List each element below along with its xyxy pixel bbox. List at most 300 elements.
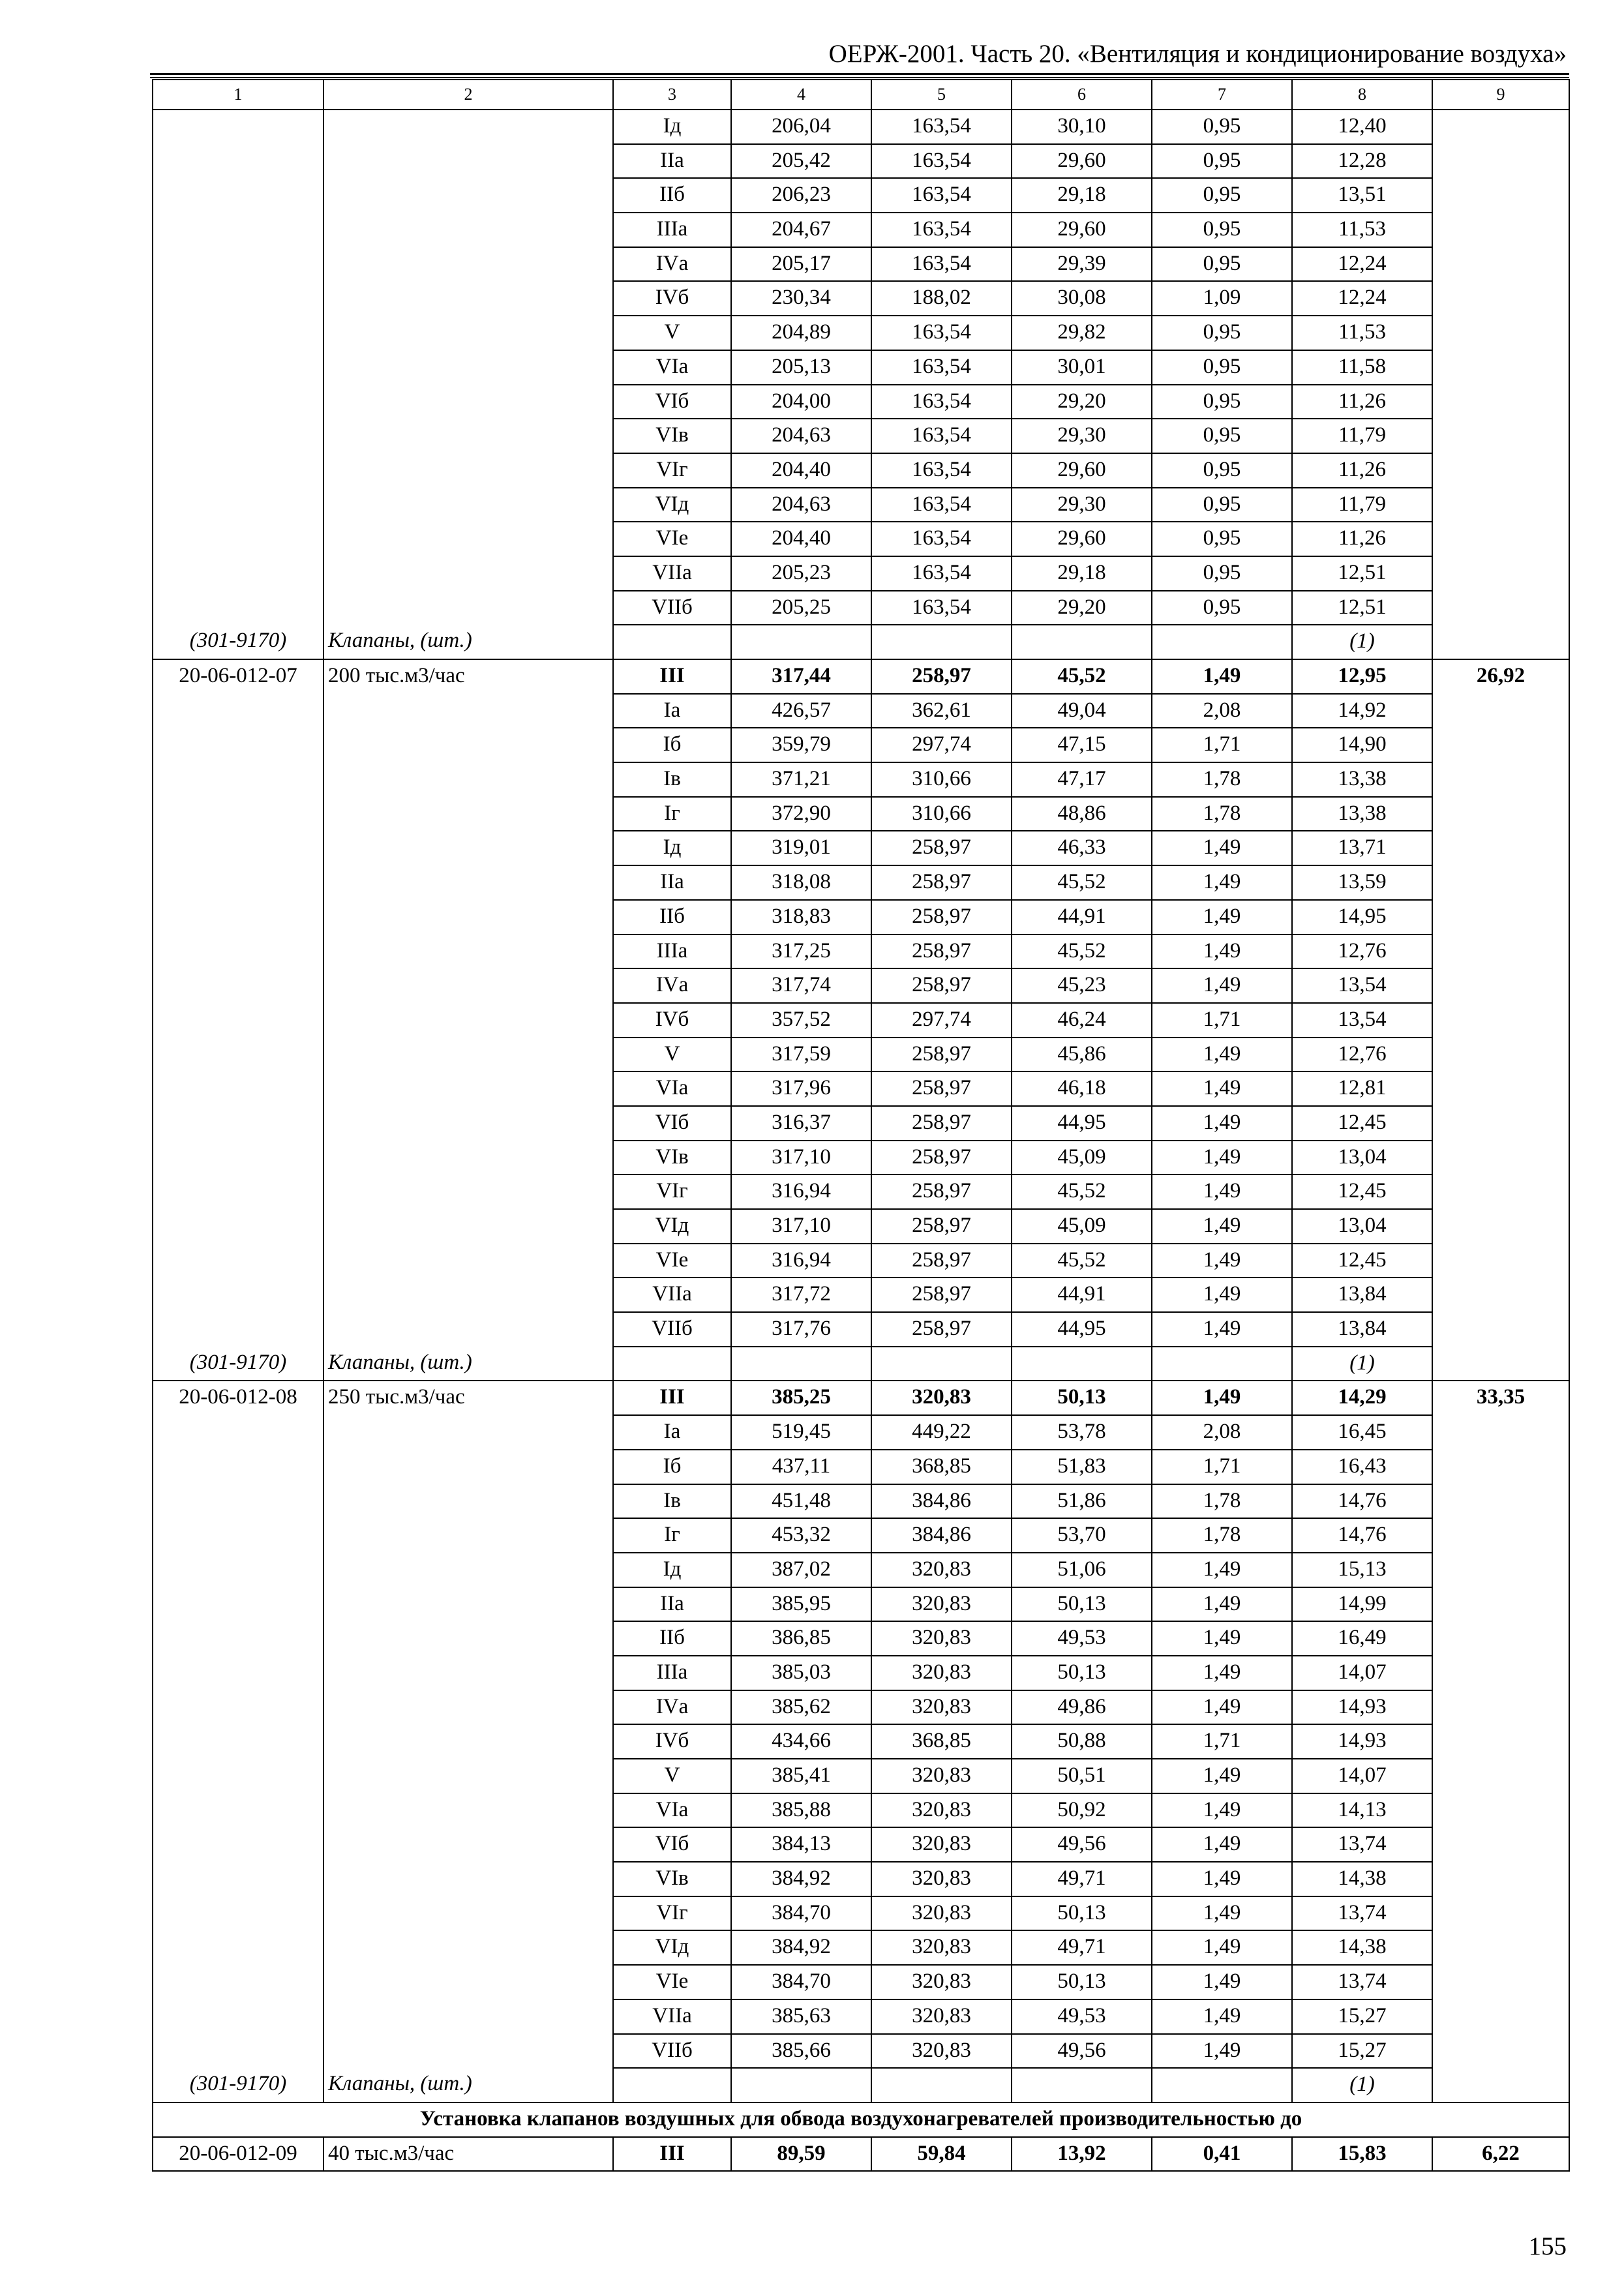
total-cost-cell: 205,42 xyxy=(731,144,871,179)
zone-cell: Iг xyxy=(613,797,731,831)
materials-cell: 13,59 xyxy=(1292,865,1432,900)
machine-cell: 49,04 xyxy=(1012,694,1152,728)
zone-cell: VIв xyxy=(613,419,731,453)
blank-cell xyxy=(613,625,731,659)
machine-cell: 53,70 xyxy=(1012,1518,1152,1553)
blank-cell xyxy=(153,1930,323,1965)
machine-cell: 29,60 xyxy=(1012,144,1152,179)
labor-total-cell: 33,35 xyxy=(1432,1381,1569,1415)
blank-cell xyxy=(323,1656,613,1690)
wage-cell: 449,22 xyxy=(871,1415,1012,1450)
blank-cell xyxy=(153,1278,323,1312)
driver-wage-cell: 1,49 xyxy=(1152,2034,1292,2069)
blank-cell xyxy=(153,488,323,522)
blank-cell xyxy=(1432,831,1569,865)
blank-cell xyxy=(323,178,613,213)
driver-wage-cell: 1,49 xyxy=(1152,1381,1292,1415)
wage-cell: 320,83 xyxy=(871,2034,1012,2069)
driver-wage-cell: 0,95 xyxy=(1152,385,1292,419)
blank-cell xyxy=(323,935,613,969)
blank-cell xyxy=(323,1862,613,1896)
column-number: 8 xyxy=(1292,80,1432,110)
machine-cell: 45,52 xyxy=(1012,1244,1152,1278)
materials-cell: 15,13 xyxy=(1292,1553,1432,1587)
zone-row xyxy=(153,762,1569,797)
zone-row xyxy=(153,797,1569,831)
materials-cell: 15,83 xyxy=(1292,2137,1432,2172)
blank-cell xyxy=(1432,316,1569,350)
driver-wage-cell: 1,49 xyxy=(1152,1759,1292,1793)
wage-cell: 320,83 xyxy=(871,1690,1012,1725)
zone-cell: VIIб xyxy=(613,2034,731,2069)
driver-wage-cell: 1,71 xyxy=(1152,1003,1292,1038)
machine-cell: 51,86 xyxy=(1012,1484,1152,1519)
driver-wage-cell: 1,49 xyxy=(1152,900,1292,935)
zone-cell: IIIа xyxy=(613,935,731,969)
machine-cell: 50,92 xyxy=(1012,1793,1152,1828)
machine-cell: 48,86 xyxy=(1012,797,1152,831)
zone-cell: Iа xyxy=(613,694,731,728)
driver-wage-cell: 1,78 xyxy=(1152,762,1292,797)
machine-cell: 50,88 xyxy=(1012,1724,1152,1759)
materials-cell: 13,84 xyxy=(1292,1278,1432,1312)
total-cost-cell: 204,89 xyxy=(731,316,871,350)
wage-cell: 258,97 xyxy=(871,1244,1012,1278)
wage-cell: 258,97 xyxy=(871,1038,1012,1072)
blank-cell xyxy=(153,1106,323,1141)
zone-cell: Iд xyxy=(613,1553,731,1587)
zone-cell: Iв xyxy=(613,1484,731,1519)
blank-cell xyxy=(323,1003,613,1038)
zone-cell: Iа xyxy=(613,1415,731,1450)
driver-wage-cell: 1,49 xyxy=(1152,831,1292,865)
blank-cell xyxy=(1432,935,1569,969)
wage-cell: 163,54 xyxy=(871,453,1012,488)
materials-cell: 11,26 xyxy=(1292,522,1432,556)
total-cost-cell: 205,17 xyxy=(731,247,871,282)
total-cost-cell: 205,23 xyxy=(731,556,871,591)
blank-cell xyxy=(153,350,323,385)
blank-cell xyxy=(1432,1621,1569,1656)
zone-row xyxy=(153,316,1569,350)
blank-cell xyxy=(1432,522,1569,556)
wage-cell: 320,83 xyxy=(871,1930,1012,1965)
zone-row xyxy=(153,178,1569,213)
rate-name: 200 тыс.м3/час xyxy=(323,659,613,694)
machine-cell: 45,09 xyxy=(1012,1141,1152,1175)
wage-cell: 320,83 xyxy=(871,1553,1012,1587)
materials-cell: 13,38 xyxy=(1292,797,1432,831)
wage-cell: 163,54 xyxy=(871,488,1012,522)
machine-cell: 29,60 xyxy=(1012,522,1152,556)
driver-wage-cell: 0,41 xyxy=(1152,2137,1292,2172)
materials-cell: 13,51 xyxy=(1292,178,1432,213)
blank-cell xyxy=(1432,762,1569,797)
machine-cell: 46,24 xyxy=(1012,1003,1152,1038)
valves-row xyxy=(153,1347,1569,1381)
blank-cell xyxy=(153,1690,323,1725)
blank-cell xyxy=(153,178,323,213)
wage-cell: 320,83 xyxy=(871,1621,1012,1656)
zone-row xyxy=(153,1312,1569,1347)
zone-cell: VIг xyxy=(613,1174,731,1209)
blank-cell xyxy=(1432,385,1569,419)
machine-cell: 30,08 xyxy=(1012,281,1152,316)
zone-row xyxy=(153,350,1569,385)
driver-wage-cell: 1,49 xyxy=(1152,1862,1292,1896)
zone-cell: III xyxy=(613,659,731,694)
labor-total-cell: 26,92 xyxy=(1432,659,1569,694)
blank-cell xyxy=(323,1071,613,1106)
machine-cell: 29,20 xyxy=(1012,385,1152,419)
blank-cell xyxy=(323,1141,613,1175)
driver-wage-cell: 1,78 xyxy=(1152,797,1292,831)
zone-row xyxy=(153,831,1569,865)
driver-wage-cell: 1,49 xyxy=(1152,968,1292,1003)
driver-wage-cell: 0,95 xyxy=(1152,522,1292,556)
total-cost-cell: 316,94 xyxy=(731,1174,871,1209)
driver-wage-cell: 1,49 xyxy=(1152,1553,1292,1587)
blank-cell xyxy=(153,865,323,900)
machine-cell: 49,53 xyxy=(1012,1621,1152,1656)
wage-cell: 320,83 xyxy=(871,1999,1012,2034)
driver-wage-cell: 0,95 xyxy=(1152,453,1292,488)
blank-cell xyxy=(613,2068,731,2102)
total-cost-cell: 317,74 xyxy=(731,968,871,1003)
materials-cell: 12,95 xyxy=(1292,659,1432,694)
zone-row xyxy=(153,1587,1569,1622)
blank-cell xyxy=(1432,968,1569,1003)
wage-cell: 59,84 xyxy=(871,2137,1012,2172)
total-cost-cell: 317,25 xyxy=(731,935,871,969)
machine-cell: 49,71 xyxy=(1012,1862,1152,1896)
blank-cell xyxy=(1432,797,1569,831)
zone-cell: VIг xyxy=(613,1896,731,1931)
header-rule xyxy=(150,73,1569,75)
total-cost-cell: 359,79 xyxy=(731,728,871,762)
blank-cell xyxy=(1152,2068,1292,2102)
materials-cell: 13,74 xyxy=(1292,1965,1432,1999)
driver-wage-cell: 2,08 xyxy=(1152,1415,1292,1450)
driver-wage-cell: 0,95 xyxy=(1152,110,1292,144)
machine-cell: 29,82 xyxy=(1012,316,1152,350)
column-number-row xyxy=(153,80,1569,110)
blank-cell xyxy=(153,1759,323,1793)
blank-cell xyxy=(323,2034,613,2069)
machine-cell: 51,06 xyxy=(1012,1553,1152,1587)
driver-wage-cell: 1,49 xyxy=(1152,1106,1292,1141)
blank-cell xyxy=(1012,2068,1152,2102)
blank-cell xyxy=(323,728,613,762)
machine-cell: 29,18 xyxy=(1012,178,1152,213)
zone-cell: VIе xyxy=(613,1244,731,1278)
wage-cell: 163,54 xyxy=(871,178,1012,213)
total-cost-cell: 206,04 xyxy=(731,110,871,144)
zone-cell: IVа xyxy=(613,968,731,1003)
blank-cell xyxy=(153,1415,323,1450)
zone-row xyxy=(153,1793,1569,1828)
materials-cell: 11,58 xyxy=(1292,350,1432,385)
blank-cell xyxy=(153,556,323,591)
zone-cell: IVб xyxy=(613,1003,731,1038)
materials-cell: 14,29 xyxy=(1292,1381,1432,1415)
zone-cell: V xyxy=(613,1038,731,1072)
blank-cell xyxy=(1432,1415,1569,1450)
resource-label: Клапаны, (шт.) xyxy=(323,1347,613,1381)
total-cost-cell: 453,32 xyxy=(731,1518,871,1553)
blank-cell xyxy=(1432,1038,1569,1072)
zone-cell: IIб xyxy=(613,1621,731,1656)
blank-cell xyxy=(323,385,613,419)
machine-cell: 45,52 xyxy=(1012,935,1152,969)
wage-cell: 320,83 xyxy=(871,1793,1012,1828)
blank-cell xyxy=(153,1038,323,1072)
zone-cell: VIд xyxy=(613,488,731,522)
zone-cell: VIб xyxy=(613,1106,731,1141)
total-cost-cell: 204,40 xyxy=(731,453,871,488)
driver-wage-cell: 1,49 xyxy=(1152,659,1292,694)
blank-cell xyxy=(1432,1759,1569,1793)
driver-wage-cell: 1,09 xyxy=(1152,281,1292,316)
total-cost-cell: 204,67 xyxy=(731,213,871,247)
materials-cell: 13,54 xyxy=(1292,1003,1432,1038)
blank-cell xyxy=(153,900,323,935)
total-cost-cell: 426,57 xyxy=(731,694,871,728)
zone-cell: VIIа xyxy=(613,1278,731,1312)
blank-cell xyxy=(323,110,613,144)
blank-cell xyxy=(1012,1347,1152,1381)
materials-cell: 14,99 xyxy=(1292,1587,1432,1622)
wage-cell: 310,66 xyxy=(871,797,1012,831)
materials-cell: 14,13 xyxy=(1292,1793,1432,1828)
blank-cell xyxy=(1432,453,1569,488)
total-cost-cell: 204,40 xyxy=(731,522,871,556)
section-heading: Установка клапанов воздушных для обвода воздухонагревателей производительностью до xyxy=(153,2102,1569,2137)
materials-cell: 13,74 xyxy=(1292,1896,1432,1931)
blank-cell xyxy=(323,694,613,728)
total-cost-cell: 385,63 xyxy=(731,1999,871,2034)
materials-cell: 11,26 xyxy=(1292,453,1432,488)
wage-cell: 297,74 xyxy=(871,728,1012,762)
blank-cell xyxy=(323,556,613,591)
blank-cell xyxy=(153,1965,323,1999)
wage-cell: 258,97 xyxy=(871,1312,1012,1347)
blank-cell xyxy=(1432,1656,1569,1690)
blank-cell xyxy=(153,1896,323,1931)
wage-cell: 163,54 xyxy=(871,247,1012,282)
wage-cell: 320,83 xyxy=(871,1587,1012,1622)
column-number: 3 xyxy=(613,80,731,110)
valves-row xyxy=(153,625,1569,659)
blank-cell xyxy=(153,1827,323,1862)
zone-row xyxy=(153,1965,1569,1999)
machine-cell: 45,52 xyxy=(1012,1174,1152,1209)
materials-cell: 14,93 xyxy=(1292,1724,1432,1759)
machine-cell: 29,39 xyxy=(1012,247,1152,282)
driver-wage-cell: 0,95 xyxy=(1152,591,1292,625)
zone-cell: VIб xyxy=(613,385,731,419)
blank-cell xyxy=(323,831,613,865)
zone-cell: VIIа xyxy=(613,1999,731,2034)
machine-cell: 45,52 xyxy=(1012,659,1152,694)
blank-cell xyxy=(153,1553,323,1587)
total-cost-cell: 317,10 xyxy=(731,1141,871,1175)
rate-main-row xyxy=(153,1381,1569,1415)
driver-wage-cell: 1,49 xyxy=(1152,1587,1292,1622)
zone-row xyxy=(153,1656,1569,1690)
wage-cell: 320,83 xyxy=(871,1965,1012,1999)
total-cost-cell: 385,41 xyxy=(731,1759,871,1793)
materials-cell: 12,24 xyxy=(1292,247,1432,282)
blank-cell xyxy=(323,591,613,625)
zone-cell: IIб xyxy=(613,900,731,935)
driver-wage-cell: 0,95 xyxy=(1152,247,1292,282)
materials-cell: 14,90 xyxy=(1292,728,1432,762)
zone-row xyxy=(153,1106,1569,1141)
wage-cell: 163,54 xyxy=(871,110,1012,144)
total-cost-cell: 206,23 xyxy=(731,178,871,213)
driver-wage-cell: 1,49 xyxy=(1152,1621,1292,1656)
zone-row xyxy=(153,1759,1569,1793)
blank-cell xyxy=(323,968,613,1003)
zone-cell: IVа xyxy=(613,247,731,282)
driver-wage-cell: 0,95 xyxy=(1152,316,1292,350)
zone-cell: IVб xyxy=(613,1724,731,1759)
materials-cell: 12,51 xyxy=(1292,591,1432,625)
zone-cell: VIе xyxy=(613,1965,731,1999)
zone-row xyxy=(153,281,1569,316)
wage-cell: 320,83 xyxy=(871,1896,1012,1931)
section-heading-row xyxy=(153,2102,1569,2137)
column-number: 7 xyxy=(1152,80,1292,110)
total-cost-cell: 204,00 xyxy=(731,385,871,419)
materials-cell: 14,95 xyxy=(1292,900,1432,935)
blank-cell xyxy=(1432,1347,1569,1381)
resource-code: (301-9170) xyxy=(153,625,323,659)
blank-cell xyxy=(323,865,613,900)
wage-cell: 163,54 xyxy=(871,350,1012,385)
column-number: 6 xyxy=(1012,80,1152,110)
resource-code: (301-9170) xyxy=(153,2068,323,2102)
wage-cell: 163,54 xyxy=(871,316,1012,350)
total-cost-cell: 434,66 xyxy=(731,1724,871,1759)
blank-cell xyxy=(1432,1999,1569,2034)
blank-cell xyxy=(1432,1071,1569,1106)
driver-wage-cell: 1,49 xyxy=(1152,1896,1292,1931)
zone-cell: VIе xyxy=(613,522,731,556)
machine-cell: 29,60 xyxy=(1012,213,1152,247)
blank-cell xyxy=(153,831,323,865)
wage-cell: 297,74 xyxy=(871,1003,1012,1038)
column-number: 2 xyxy=(323,80,613,110)
rate-code: 20-06-012-09 xyxy=(153,2137,323,2172)
blank-cell xyxy=(153,797,323,831)
machine-cell: 13,92 xyxy=(1012,2137,1152,2172)
wage-cell: 384,86 xyxy=(871,1484,1012,1519)
wage-cell: 258,97 xyxy=(871,865,1012,900)
zone-cell: IIа xyxy=(613,144,731,179)
zone-row xyxy=(153,591,1569,625)
blank-cell xyxy=(153,1999,323,2034)
blank-cell xyxy=(153,968,323,1003)
zone-row xyxy=(153,1999,1569,2034)
total-cost-cell: 230,34 xyxy=(731,281,871,316)
materials-cell: 16,49 xyxy=(1292,1621,1432,1656)
blank-cell xyxy=(153,281,323,316)
total-cost-cell: 317,96 xyxy=(731,1071,871,1106)
blank-cell xyxy=(323,144,613,179)
machine-cell: 50,13 xyxy=(1012,1587,1152,1622)
zone-row xyxy=(153,2034,1569,2069)
zone-cell: VIв xyxy=(613,1862,731,1896)
driver-wage-cell: 0,95 xyxy=(1152,144,1292,179)
driver-wage-cell: 1,71 xyxy=(1152,1724,1292,1759)
materials-cell: 11,79 xyxy=(1292,419,1432,453)
rate-name: 250 тыс.м3/час xyxy=(323,1381,613,1415)
blank-cell xyxy=(323,900,613,935)
zone-cell: Iв xyxy=(613,762,731,797)
zone-row xyxy=(153,1244,1569,1278)
blank-cell xyxy=(1432,900,1569,935)
wage-cell: 310,66 xyxy=(871,762,1012,797)
blank-cell xyxy=(153,1209,323,1244)
blank-cell xyxy=(323,247,613,282)
total-cost-cell: 451,48 xyxy=(731,1484,871,1519)
zone-cell: VIд xyxy=(613,1930,731,1965)
blank-cell xyxy=(1432,1862,1569,1896)
zone-cell: VIа xyxy=(613,350,731,385)
zone-cell: III xyxy=(613,2137,731,2172)
blank-cell xyxy=(323,316,613,350)
blank-cell xyxy=(153,453,323,488)
zone-cell: IVб xyxy=(613,281,731,316)
total-cost-cell: 387,02 xyxy=(731,1553,871,1587)
blank-cell xyxy=(153,1071,323,1106)
zone-cell: Iг xyxy=(613,1518,731,1553)
materials-cell: 14,07 xyxy=(1292,1656,1432,1690)
wage-cell: 320,83 xyxy=(871,1827,1012,1862)
wage-cell: 163,54 xyxy=(871,522,1012,556)
wage-cell: 258,97 xyxy=(871,1106,1012,1141)
materials-cell: 15,27 xyxy=(1292,1999,1432,2034)
wage-cell: 258,97 xyxy=(871,968,1012,1003)
zone-row xyxy=(153,247,1569,282)
total-cost-cell: 318,08 xyxy=(731,865,871,900)
machine-cell: 50,13 xyxy=(1012,1896,1152,1931)
total-cost-cell: 317,44 xyxy=(731,659,871,694)
wage-cell: 258,97 xyxy=(871,935,1012,969)
blank-cell xyxy=(153,1174,323,1209)
resource-quantity: (1) xyxy=(1292,1347,1432,1381)
materials-cell: 14,38 xyxy=(1292,1862,1432,1896)
blank-cell xyxy=(153,1621,323,1656)
machine-cell: 30,01 xyxy=(1012,350,1152,385)
total-cost-cell: 317,59 xyxy=(731,1038,871,1072)
blank-cell xyxy=(323,453,613,488)
blank-cell xyxy=(323,797,613,831)
blank-cell xyxy=(153,1587,323,1622)
driver-wage-cell: 1,49 xyxy=(1152,1038,1292,1072)
blank-cell xyxy=(323,1896,613,1931)
total-cost-cell: 316,37 xyxy=(731,1106,871,1141)
materials-cell: 14,38 xyxy=(1292,1930,1432,1965)
blank-cell xyxy=(1432,556,1569,591)
machine-cell: 29,18 xyxy=(1012,556,1152,591)
blank-cell xyxy=(1152,625,1292,659)
blank-cell xyxy=(731,625,871,659)
blank-cell xyxy=(1432,625,1569,659)
zone-cell: Iб xyxy=(613,1450,731,1484)
